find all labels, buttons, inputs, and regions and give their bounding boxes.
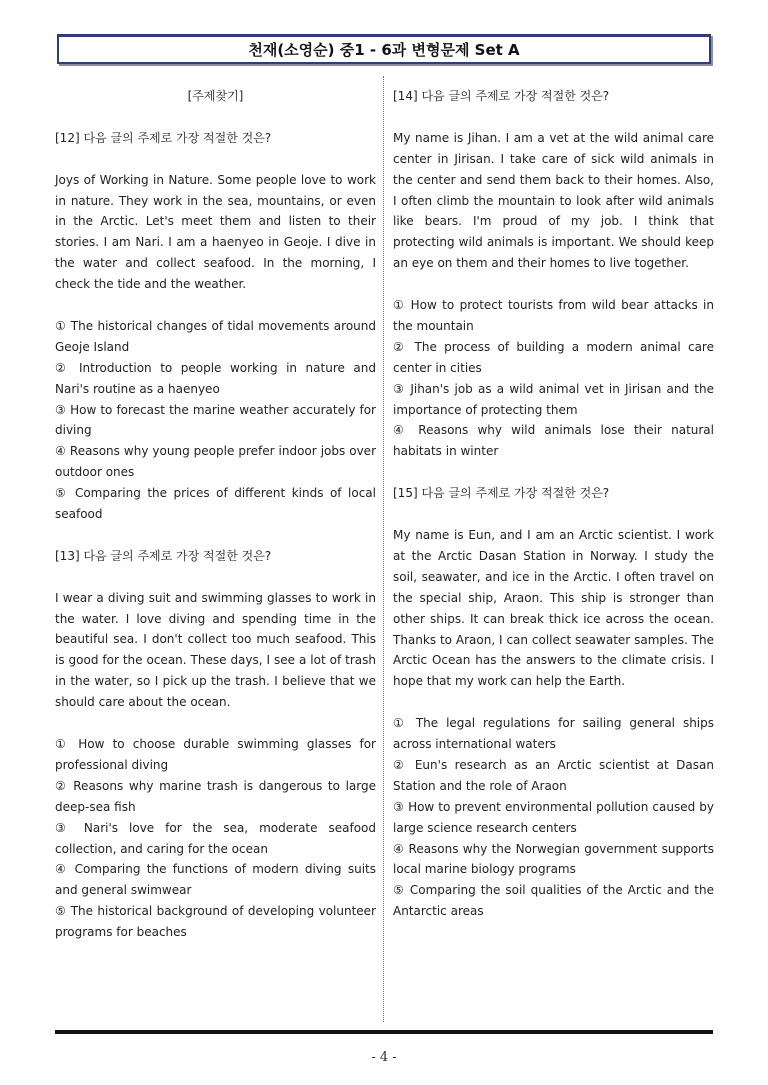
page-title-text: 천재(소영순) 중1 - 6과 변형문제 Set A [248, 41, 520, 59]
question-12-option-2: ② Introduction to people working in nature and Nari's routine as a haenyeo [55, 360, 376, 396]
question-12-passage: Joys of Working in Nature. Some people love to work in nature. They work in the sea, mountains, or even in the Arctic. Let's meet them and listen to their stories. I am Nari. I am a haenyeo in Geoje. I dive in the water and collect seafood. In the morning, I check the tide and the weather. [55, 172, 376, 292]
question-13-options [55, 734, 376, 943]
question-13-option-1: ① How to choose durable swimming glasses for professional diving [55, 737, 376, 772]
question-13-header: [13] 다음 글의 주제로 가장 적절한 것은? [55, 548, 272, 563]
question-15-options [393, 713, 714, 922]
question-14-option-4: ④ Reasons why wild animals lose their natural habitats in winter [393, 423, 714, 459]
question-13-option-3: ③ Nari's love for the sea, moderate seafood collection, and caring for the ocean [55, 820, 376, 856]
question-15-header: [15] 다음 글의 주제로 가장 적절한 것은? [393, 486, 610, 501]
question-14-options [393, 295, 714, 462]
question-15-option-1: ① The legal regulations for sailing general ships across international waters [393, 716, 714, 752]
question-15-option-3: ③ How to prevent environmental pollution caused by large science research centers [393, 799, 714, 835]
footer-rule [55, 1030, 713, 1034]
question-12-option-5: ⑤ Comparing the prices of different kinds of local seafood [55, 486, 376, 522]
question-14-passage: My name is Jihan. I am a vet at the wild animal care center in Jirisan. I take care of sick wild animals in the center and send them back to their homes. Also, I often climb the mountain to look after wild animals like bears. I'm proud of my job. I think that protecting wild animals is important. We should keep an eye on them and their homes to live together. [393, 130, 714, 271]
question-15-option-4: ④ Reasons why the Norwegian government supports local marine biology programs [393, 841, 714, 877]
question-14 [393, 86, 714, 462]
page-title [57, 34, 711, 64]
question-12 [55, 128, 376, 525]
left-column [55, 86, 376, 964]
question-12-option-3: ③ How to forecast the marine weather accurately for diving [55, 402, 376, 438]
question-14-option-1: ① How to protect tourists from wild bear attacks in the mountain [393, 298, 714, 333]
question-13-option-4: ④ Comparing the functions of modern diving suits and general swimwear [55, 862, 376, 898]
section-label: [주제찾기] [187, 89, 244, 103]
question-12-header: [12] 다음 글의 주제로 가장 적절한 것은? [55, 130, 272, 145]
question-12-option-4: ④ Reasons why young people prefer indoor jobs over outdoor ones [55, 444, 376, 480]
question-13 [55, 546, 376, 943]
question-13-option-5: ⑤ The historical background of developing volunteer programs for beaches [55, 904, 376, 940]
question-12-options [55, 316, 376, 525]
question-15-option-2: ② Eun's research as an Arctic scientist at Dasan Station and the role of Araon [393, 757, 714, 793]
question-14-option-3: ③ Jihan's job as a wild animal vet in Jirisan and the importance of protecting them [393, 381, 714, 417]
question-13-passage: I wear a diving suit and swimming glasses to work in the water. I love diving and spending time in the beautiful sea. I don't collect too much seafood. This is good for the ocean. These days, I see a lot of trash in the water, so I pick up the trash. I believe that we should care about the ocean. [55, 590, 376, 710]
page-number: - 4 - [371, 1050, 397, 1065]
question-13-option-2: ② Reasons why marine trash is dangerous to large deep-sea fish [55, 778, 376, 814]
question-14-header: [14] 다음 글의 주제로 가장 적절한 것은? [393, 89, 610, 103]
question-14-option-2: ② The process of building a modern animal care center in cities [393, 339, 714, 375]
question-15-option-5: ⑤ Comparing the soil qualities of the Arctic and the Antarctic areas [393, 883, 714, 919]
question-15-passage: My name is Eun, and I am an Arctic scientist. I work at the Arctic Dasan Station in Norway. I study the soil, seawater, and ice in the Arctic. I often travel on the special ship, Araon. This ship is stronger than other ships. It can break thick ice across the ocean. Thanks to Araon, I can collect seawater samples. The Arctic Ocean has the answers to the climate crisis. I hope that my work can help the Earth. [393, 527, 714, 689]
column-divider [383, 76, 384, 1022]
question-15 [393, 483, 714, 922]
question-12-option-1: ① The historical changes of tidal movements around Geoje Island [55, 318, 376, 354]
right-column [393, 86, 714, 943]
